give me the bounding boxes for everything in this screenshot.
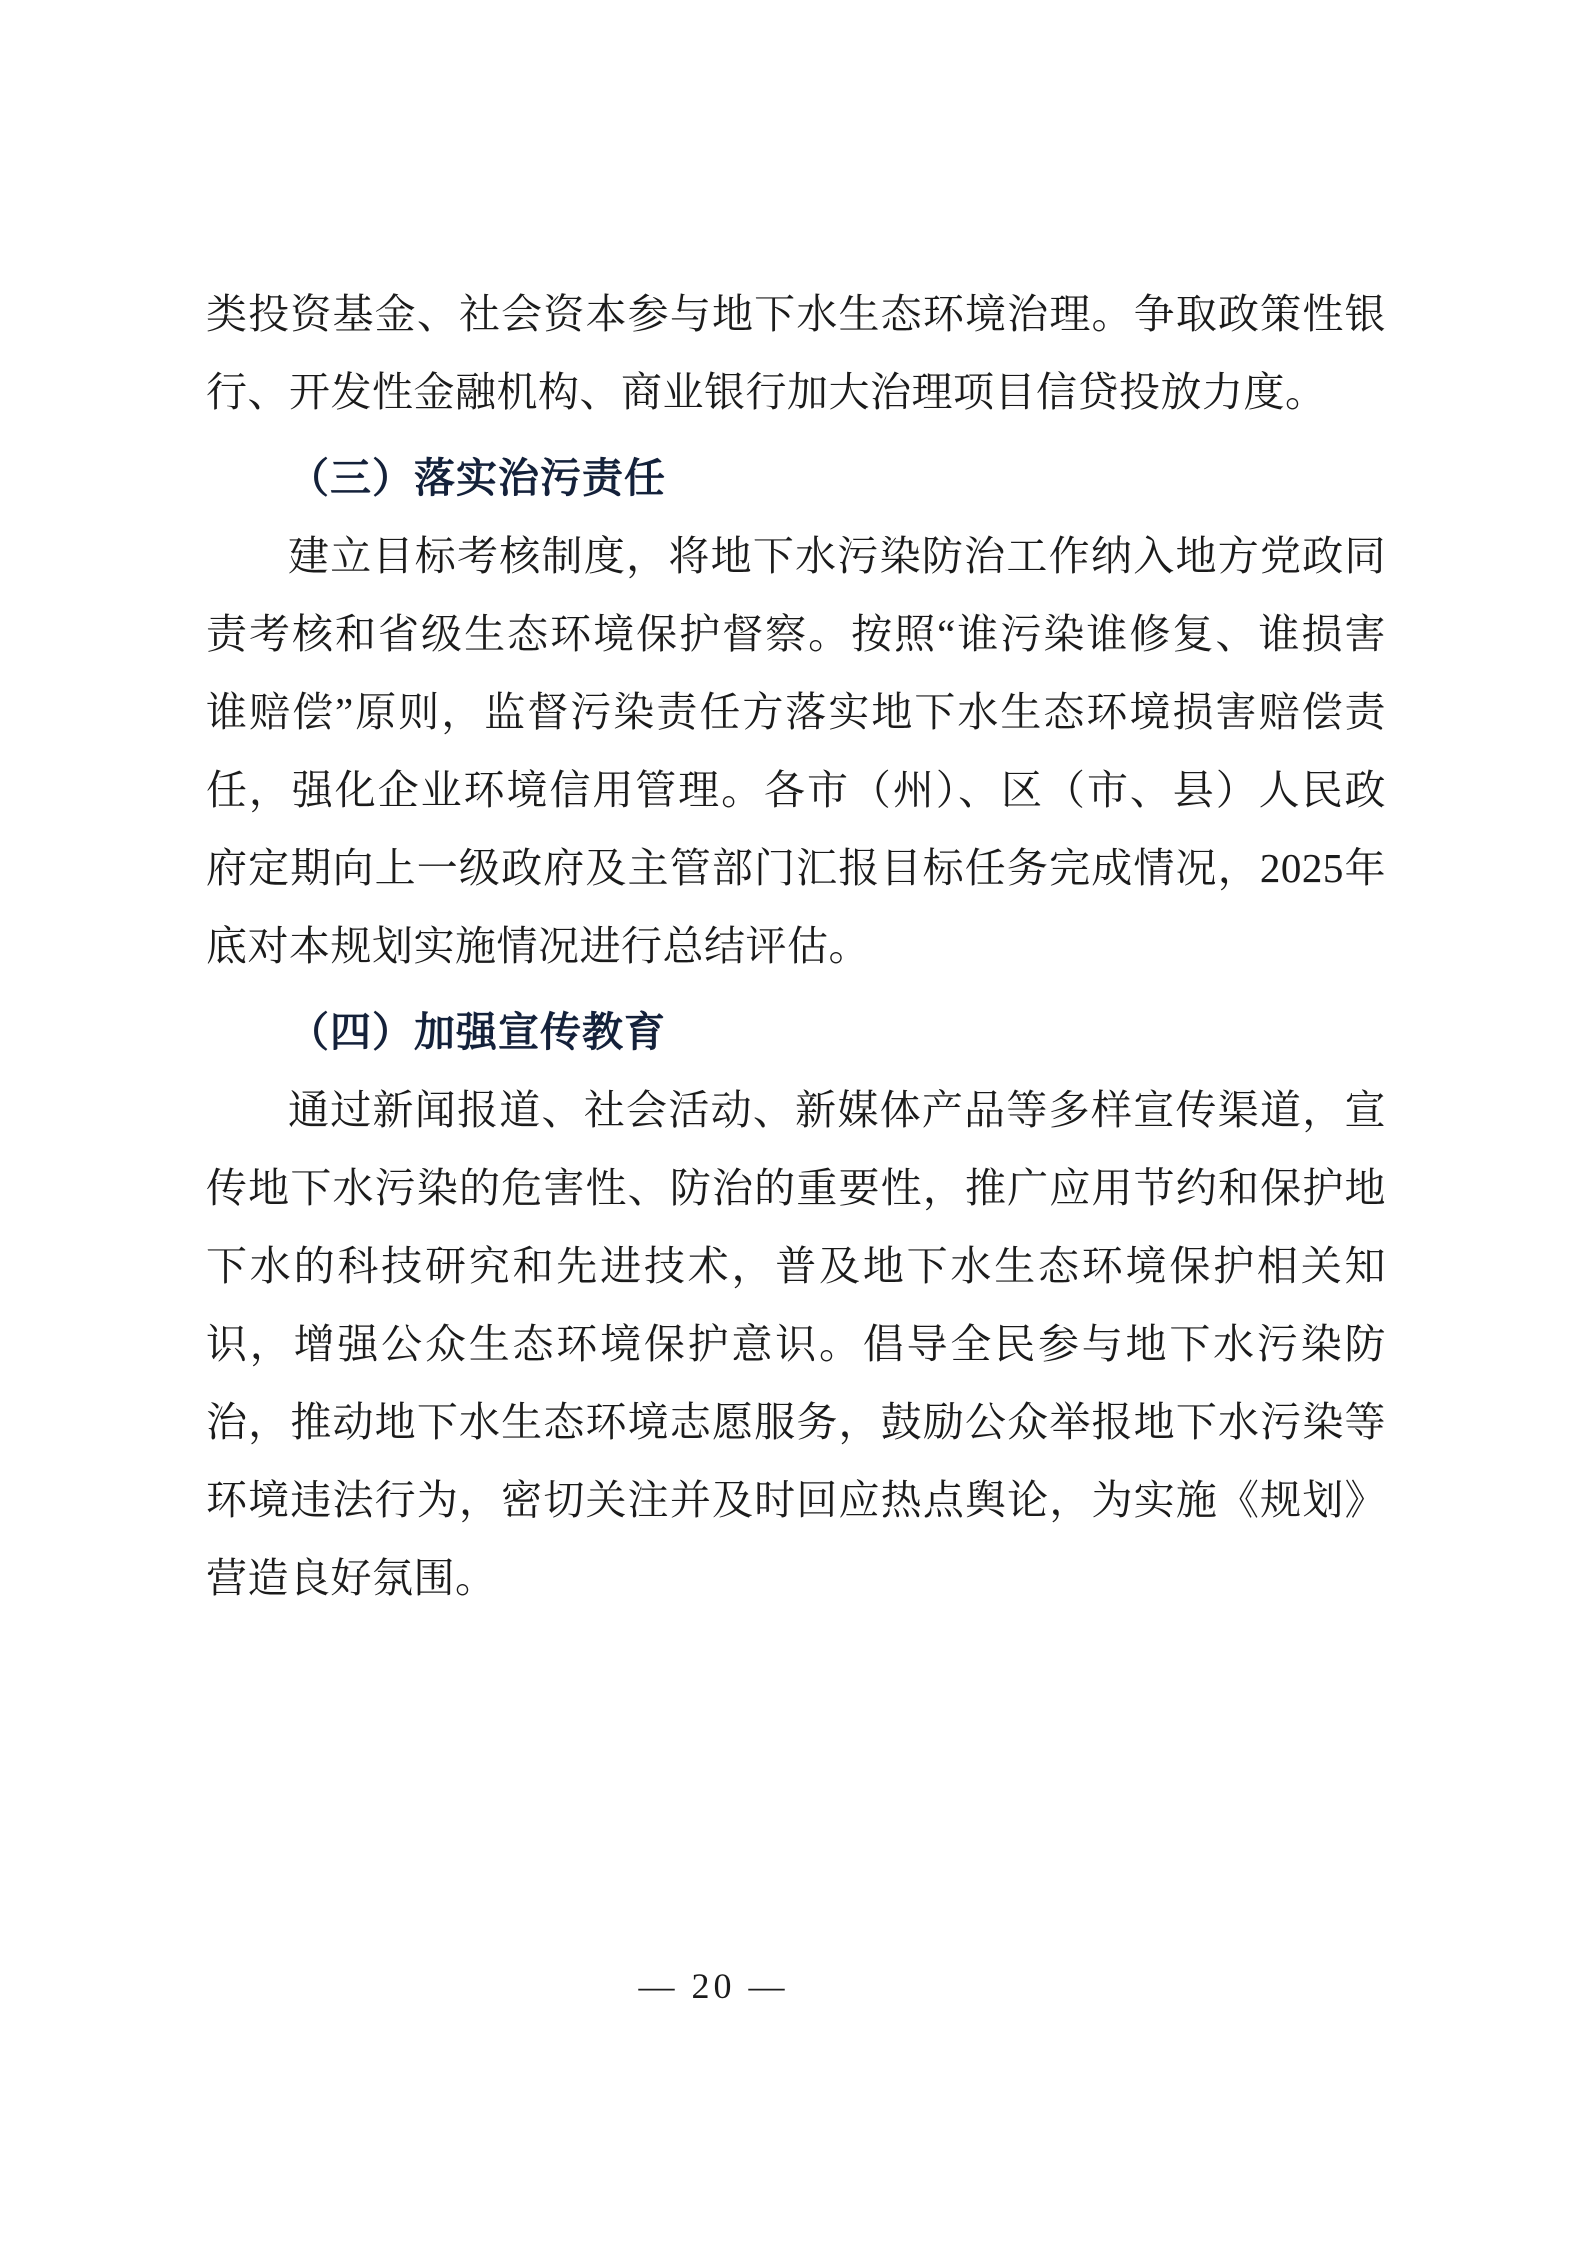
section-heading-three: （三）落实治污责任: [288, 454, 666, 502]
body-paragraph: 建立目标考核制度，将地下水污染防治工作纳入地方党政同责考核和省级生态环境保护督察。按照“谁污染谁修复、谁损害谁赔偿”原则，监督污染责任方落实地下水生态环境损害赔偿责任，强化企业环境信用管理。各市（州）、区（市、县）人民政府定期向上一级政府及主管部门汇报目标任务完成情况，2025年底对本规划实施情况进行总结评估。: [206, 533, 1386, 969]
page-footer: [0, 1965, 1587, 2007]
page-number: — 20 —: [638, 1966, 789, 2006]
section-heading-four: （四）加强宣传教育: [288, 1008, 666, 1056]
body-paragraph: 通过新闻报道、社会活动、新媒体产品等多样宣传渠道，宣传地下水污染的危害性、防治的重要性，推广应用节约和保护地下水的科技研究和先进技术，普及地下水生态环境保护相关知识，增强公众生态环境保护意识。倡导全民参与地下水污染防治，推动地下水生态环境志愿服务，鼓励公众举报地下水污染等环境违法行为，密切关注并及时回应热点舆论，为实施《规划》营造良好氛围。: [206, 1087, 1386, 1601]
page-content: [206, 275, 1386, 1617]
paragraph-spacer: [206, 985, 1386, 993]
body-paragraph: 类投资基金、社会资本参与地下水生态环境治理。争取政策性银行、开发性金融机构、商业银行加大治理项目信贷投放力度。: [206, 291, 1386, 415]
paragraph-spacer: [206, 431, 1386, 439]
